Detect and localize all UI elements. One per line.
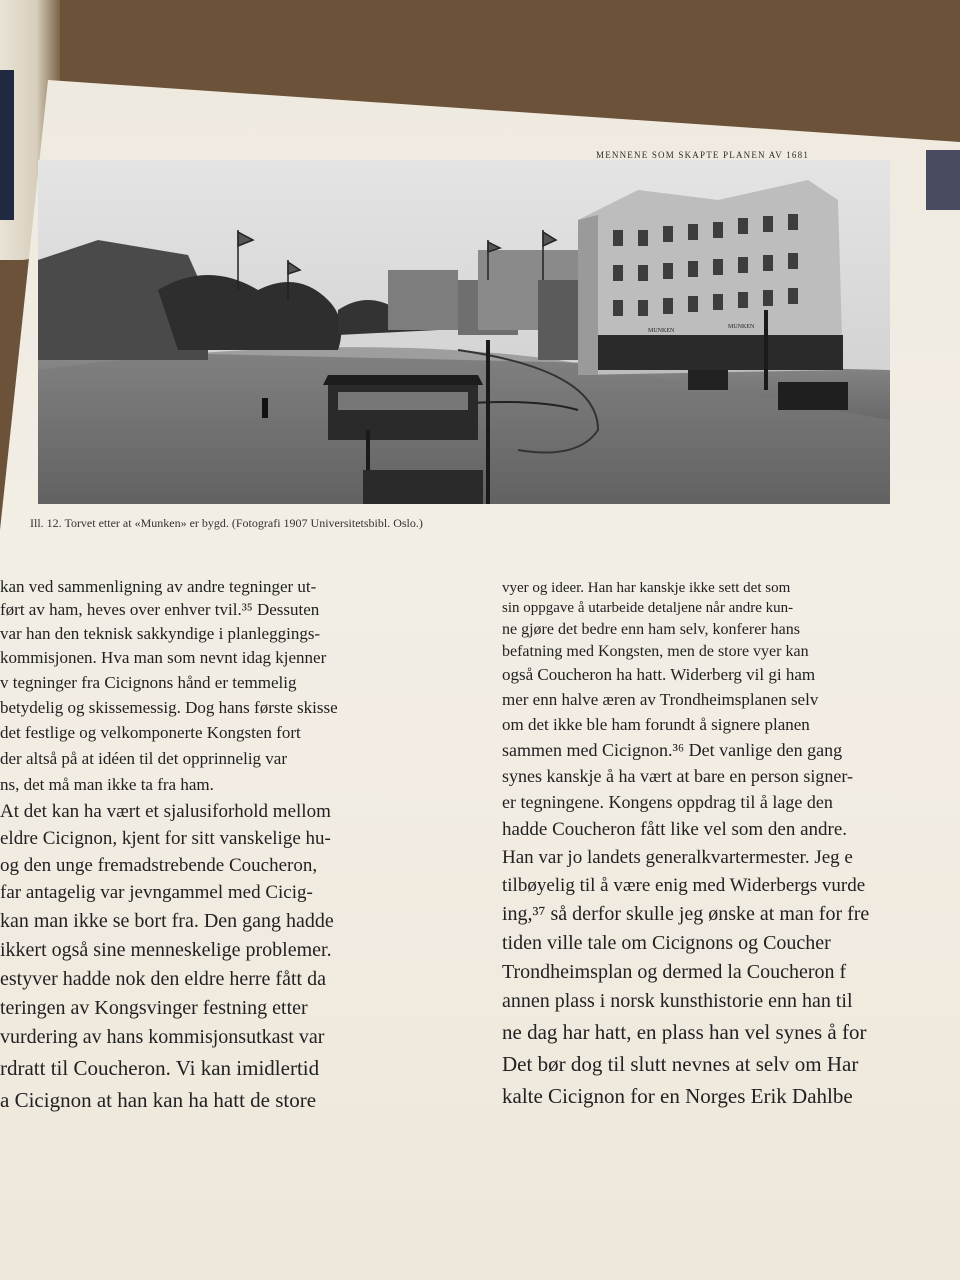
text-line: og den unge fremadstrebende Coucheron, [0, 855, 318, 876]
text-line: ing,³⁷ så derfor skulle jeg ønske at man for fre [502, 903, 870, 925]
text-line: a Cicignon at han kan ha hatt de store [0, 1088, 317, 1112]
text-line: kan man ikke se bort fra. Den gang hadde [0, 910, 334, 932]
text-line: ne gjøre det bedre enn ham selv, konferer hans [502, 621, 800, 638]
text-line: hadde Coucheron fått like vel som den andre. [502, 819, 848, 840]
text-line: ikkert også sine menneskelige problemer. [0, 939, 332, 961]
text-line: der altså på at idéen til det opprinnelig var [0, 749, 288, 768]
historic-photograph [38, 160, 890, 504]
text-line: om det ikke ble ham forundt å signere planen [502, 715, 810, 734]
text-line: kalte Cicignon for en Norges Erik Dahlbe [502, 1084, 853, 1108]
photo-sign-left: MUNKEN [648, 328, 675, 334]
figure-caption: Ill. 12. Torvet etter at «Munken» er bygd. (Fotografi 1907 Universitetsbibl. Oslo.) [30, 516, 423, 530]
left-text-column [0, 577, 338, 1113]
text-line: eldre Cicignon, kjent for sitt vanskelige hu- [0, 828, 331, 849]
text-line: mer enn halve æren av Trondheimsplanen selv [502, 690, 819, 709]
text-line: vyer og ideer. Han har kanskje ikke sett det som [502, 580, 791, 596]
text-line: var han den teknisk sakkyndige i planleggings- [0, 624, 321, 643]
text-line: far antagelig var jevngammel med Cicig- [0, 882, 313, 903]
text-line: synes kanskje å ha vært at bare en person signer- [502, 766, 854, 786]
text-line: ført av ham, heves over enhver tvil.³⁵ Dessuten [0, 600, 320, 619]
text-line: også Coucheron ha hatt. Widerberg vil gi ham [502, 665, 816, 684]
text-line: vurdering av hans kommisjonsutkast var [0, 1026, 325, 1048]
page-edge-shadow [926, 150, 960, 210]
text-line: sammen med Cicignon.³⁶ Det vanlige den gang [502, 740, 843, 760]
text-line: v tegninger fra Cicignons hånd er temmelig [0, 673, 297, 692]
text-line: kan ved sammenligning av andre tegninger ut- [0, 577, 317, 596]
text-line: det festlige og velkomponerte Kongsten fort [0, 723, 301, 742]
text-line: ns, det må man ikke ta fra ham. [0, 775, 214, 794]
text-line: ne dag har hatt, en plass han vel synes å for [502, 1020, 867, 1044]
text-line: Det bør dog til slutt nevnes at selv om Har [502, 1052, 859, 1076]
text-line: tiden ville tale om Cicignons og Coucher [502, 932, 831, 954]
text-line: annen plass i norsk kunsthistorie enn han til [502, 990, 853, 1012]
text-line: Trondheimsplan og dermed la Coucheron f [502, 961, 847, 983]
left-page-spine [0, 70, 14, 220]
text-line: tilbøyelig til å være enig med Widerbergs vurde [502, 875, 866, 896]
text-line: At det kan ha vært et sjalusiforhold mellom [0, 801, 331, 822]
text-line: Han var jo landets generalkvartermester. Jeg e [502, 847, 853, 868]
text-line: er tegningene. Kongens oppdrag til å lage den [502, 792, 833, 812]
text-line: befatning med Kongsten, men de store vyer kan [502, 643, 809, 660]
text-line: estyver hadde nok den eldre herre fått da [0, 968, 326, 990]
photo-illustration [38, 160, 890, 504]
text-line: teringen av Kongsvinger festning etter [0, 997, 308, 1019]
right-text-column [502, 580, 869, 1109]
text-line: kommisjonen. Hva man som nevnt idag kjenner [0, 648, 327, 667]
text-line: rdratt til Coucheron. Vi kan imidlertid [0, 1056, 320, 1080]
text-line: sin oppgave å utarbeide detaljene når andre kun- [502, 600, 794, 616]
photo-sign-right: MUNKEN [728, 324, 755, 330]
running-head: MENNENE SOM SKAPTE PLANEN AV 1681 [596, 150, 810, 160]
text-line: betydelig og skissemessig. Dog hans første skisse [0, 698, 338, 717]
